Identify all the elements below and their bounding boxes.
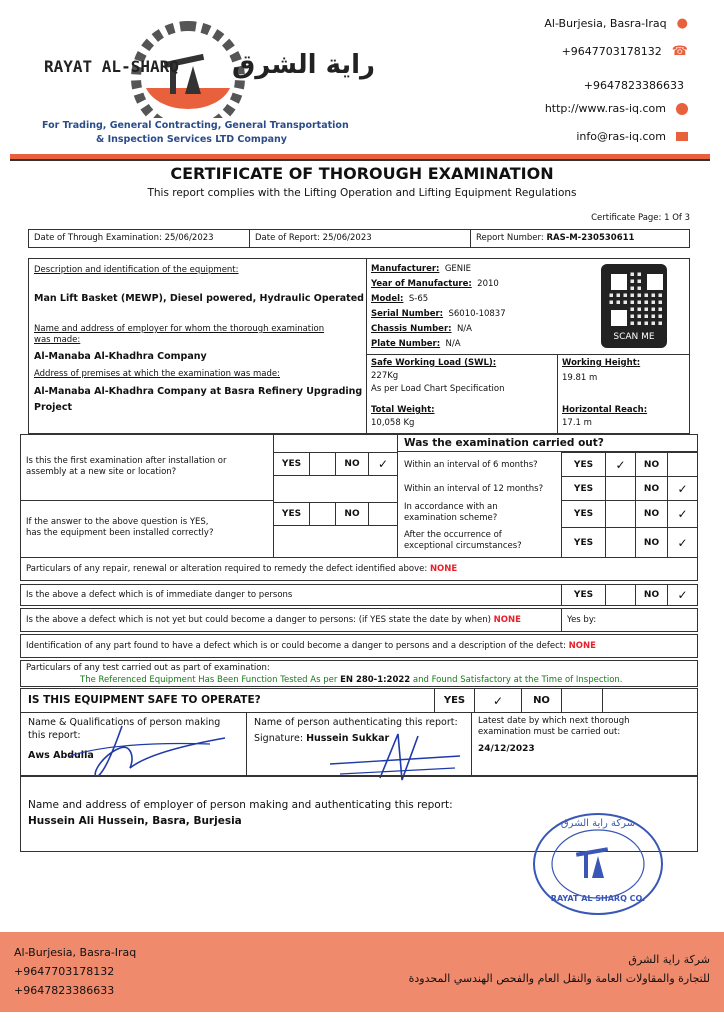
installed-yes-box[interactable]: [309, 502, 336, 526]
maker-label-line-2: this report:: [28, 730, 81, 741]
logo-text-ar: راية الشرق: [232, 50, 376, 80]
interval-6-yes-label: YES: [561, 452, 606, 477]
exceptional-line-2: exceptional circumstances?: [404, 541, 522, 551]
premises-value-2: Project: [34, 402, 73, 413]
footer-phone-2: +9647823386633: [14, 984, 115, 997]
carried-out-title: Was the examination carried out?: [404, 437, 604, 449]
serial-number: [371, 309, 506, 320]
yes-by-label: Yes by:: [567, 615, 597, 625]
safe-yes-label: YES: [434, 688, 475, 713]
safe-no-label: NO: [521, 688, 562, 713]
company-stamp: [532, 812, 664, 916]
certificate-title: CERTIFICATE OF THOROUGH EXAMINATION: [170, 164, 554, 183]
tests-label: Particulars of any test carried out as part of examination:: [26, 663, 270, 673]
identification-text: [26, 641, 596, 652]
swl-value: 227Kg: [371, 371, 399, 381]
year-of-manufacture: [371, 279, 499, 290]
repair-label: Particulars of any repair, renewal or alteration required to remedy the defect identified above:: [26, 564, 428, 574]
chassis-number: [371, 324, 472, 335]
total-weight-label: Total Weight:: [371, 405, 435, 415]
scheme-line-1: In accordance with an: [404, 502, 498, 512]
swl-label: Safe Working Load (SWL):: [371, 358, 497, 368]
safe-no-box[interactable]: [561, 688, 603, 713]
manufacturer-value: GENIE: [444, 264, 472, 274]
contact-phone-1: [562, 44, 688, 59]
working-height-label: Working Height:: [562, 358, 641, 368]
report-number-value: RAS-M-230530611: [546, 233, 635, 243]
interval-12-yes-label: YES: [561, 476, 606, 501]
qr-code[interactable]: [601, 264, 667, 348]
address-text: Al-Burjesia, Basra-Iraq: [544, 17, 667, 30]
first-exam-yes-box[interactable]: [309, 452, 336, 476]
plate-label: Plate Number:: [371, 339, 441, 349]
interval-12-no-check[interactable]: ✓: [667, 476, 698, 501]
future-danger-text: [26, 615, 521, 626]
swl-note: As per Load Chart Specification: [371, 384, 505, 394]
plate-number: [371, 339, 461, 350]
website-link[interactable]: http://www.ras-iq.com: [544, 102, 666, 115]
exceptional-no-check[interactable]: ✓: [667, 527, 698, 558]
certificate-page: Certificate Page: 1 Of 3: [591, 213, 690, 223]
immediate-danger-label: Is the above a defect which is of immediate danger to persons: [26, 590, 293, 600]
exceptional-no-label: NO: [635, 527, 668, 558]
tests-result-pre: The Referenced Equipment Has Been Function Tested As per: [80, 675, 338, 685]
horizontal-reach-value: 17.1 m: [562, 418, 592, 428]
maker-label-line-1: Name & Qualifications of person making: [28, 717, 221, 728]
report-number-label: Report Number:: [476, 233, 544, 243]
safe-to-operate-label: IS THIS EQUIPMENT SAFE TO OPERATE?: [28, 694, 261, 706]
first-exam-no-check[interactable]: ✓: [368, 452, 398, 476]
employer-value: Al-Manaba Al-Khadhra Company: [34, 351, 207, 362]
authenticator-name: Hussein Sukkar: [306, 733, 390, 744]
model: [371, 294, 428, 305]
model-label: Model:: [371, 294, 404, 304]
globe-icon: [676, 103, 688, 115]
contact-address: [544, 16, 688, 31]
identification-label: Identification of any part found to have a defect which is or could become a danger to persons and a description of the defect:: [26, 641, 566, 651]
question-installed-line-2: has the equipment been installed correctly?: [26, 528, 214, 538]
scheme-yes-box[interactable]: [605, 500, 636, 528]
report-maker-name: Aws Abdulla: [28, 750, 94, 761]
immediate-no-check[interactable]: ✓: [667, 584, 698, 606]
equipment-desc-value: Man Lift Basket (MEWP), Diesel powered, Hydraulic Operated: [34, 293, 364, 304]
interval-6-label: Within an interval of 6 months?: [404, 460, 538, 470]
installed-no-box[interactable]: [368, 502, 398, 526]
next-exam-line-1: Latest date by which next thorough: [478, 716, 630, 726]
interval-12-label: Within an interval of 12 months?: [404, 484, 544, 494]
year-label: Year of Manufacture:: [371, 279, 472, 289]
future-danger-label: Is the above a defect which is not yet but could become a danger to persons: (if YES state the date by when): [26, 615, 491, 625]
email-link[interactable]: info@ras-iq.com: [576, 130, 666, 143]
logo-text-en: RAYAT AL-SHARQ: [44, 57, 179, 76]
serial-label: Serial Number:: [371, 309, 444, 319]
scheme-no-label: NO: [635, 500, 668, 528]
tests-result-post: and Found Satisfactory at the Time of Inspection.: [412, 675, 623, 685]
contact-email[interactable]: [576, 130, 688, 143]
scheme-no-check[interactable]: ✓: [667, 500, 698, 528]
question-installed-line-1: If the answer to the above question is YES,: [26, 517, 209, 527]
authenticator-signature-label: Signature:: [254, 733, 304, 744]
total-weight-value: 10,058 Kg: [371, 418, 415, 428]
interval-6-no-label: NO: [635, 452, 668, 477]
immediate-yes-label: YES: [561, 584, 606, 606]
immediate-yes-box[interactable]: [605, 584, 636, 606]
report-number: [476, 233, 634, 244]
exceptional-yes-box[interactable]: [605, 527, 636, 558]
question-first-exam-line-2: assembly at a new site or location?: [26, 467, 177, 477]
equipment-desc-label: Description and identification of the equipment:: [34, 265, 239, 275]
immediate-no-label: NO: [635, 584, 668, 606]
phone-1-text: +9647703178132: [561, 45, 662, 58]
mail-icon: [676, 132, 688, 141]
scheme-line-2: examination scheme?: [404, 513, 498, 523]
chassis-value: N/A: [456, 324, 472, 334]
stamp-text-ar: شركة راية الشرق: [560, 818, 636, 829]
safe-yes-check[interactable]: ✓: [474, 688, 522, 713]
header-rule-dark: [10, 159, 710, 161]
identification-value: NONE: [568, 641, 596, 651]
next-exam-date: 24/12/2023: [478, 744, 535, 754]
future-danger-value: NONE: [493, 615, 521, 625]
serial-value: S6010-10837: [448, 309, 506, 319]
next-exam-label: [478, 716, 630, 738]
contact-website[interactable]: [545, 102, 688, 115]
premises-label: Address of premises at which the examination was made:: [34, 369, 280, 379]
manufacturer-label: Manufacturer:: [371, 264, 440, 274]
installed-no-label: NO: [335, 502, 369, 526]
phone-2-text: +9647823386633: [583, 79, 684, 92]
employer-label-2: was made:: [34, 335, 81, 345]
stamp-text-en: RAYAT AL SHARQ CO.: [550, 894, 646, 903]
footer-arabic-name: شركة راية الشرق: [628, 953, 710, 966]
working-height-value: 19.81 m: [562, 373, 598, 383]
manufacturer: [371, 264, 471, 275]
question-installed-correctly: [26, 517, 213, 539]
exceptional-label: [404, 530, 522, 552]
next-exam-line-2: examination must be carried out:: [478, 727, 621, 737]
certificate-subtitle: This report complies with the Lifting Operation and Lifting Equipment Regulations: [147, 187, 577, 199]
employer-label: Name and address of employer of person making and authenticating this report:: [28, 799, 453, 811]
premises-value-1: Al-Manaba Al-Khadhra Company at Basra Refinery Upgrading: [34, 386, 363, 397]
year-value: 2010: [477, 279, 499, 289]
tagline-line-1: For Trading, General Contracting, General Transportation: [42, 120, 349, 131]
plate-value: N/A: [445, 339, 461, 349]
first-exam-yes-label: YES: [273, 452, 310, 476]
horizontal-reach-label: Horizontal Reach:: [562, 405, 648, 415]
employer-label-1: Name and address of employer for whom the thorough examination: [34, 324, 325, 334]
authenticator-label: Name of person authenticating this report:: [254, 717, 458, 728]
date-of-examination: Date of Through Examination: 25/06/2023: [34, 233, 214, 243]
exceptional-yes-label: YES: [561, 527, 606, 558]
question-first-exam-line-1: Is this the first examination after installation or: [26, 456, 227, 466]
interval-6-yes-check[interactable]: ✓: [605, 452, 636, 477]
location-pin-icon: ●: [676, 16, 688, 31]
employer-name: Hussein Ali Hussein, Basra, Burjesia: [28, 815, 242, 827]
interval-12-no-label: NO: [635, 476, 668, 501]
repair-text: [26, 564, 457, 575]
phone-icon: ☎: [671, 44, 688, 59]
interval-12-yes-box[interactable]: [605, 476, 636, 501]
tests-standard: EN 280-1:2022: [340, 675, 411, 685]
scheme-label: [404, 502, 498, 524]
tests-result: [80, 675, 623, 686]
scheme-yes-label: YES: [561, 500, 606, 528]
first-exam-no-label: NO: [335, 452, 369, 476]
installed-yes-label: YES: [273, 502, 310, 526]
question-first-exam: [26, 456, 227, 478]
model-value: S-65: [408, 294, 429, 304]
footer-phone-1: +9647703178132: [14, 965, 115, 978]
tagline-line-2: & Inspection Services LTD Company: [96, 134, 287, 145]
footer-address: Al-Burjesia, Basra-Iraq: [14, 946, 137, 959]
exceptional-line-1: After the occurrence of: [404, 530, 502, 540]
interval-6-no-box[interactable]: [667, 452, 698, 477]
date-of-report: Date of Report: 25/06/2023: [255, 233, 372, 243]
scan-me-label: SCAN ME: [613, 332, 655, 342]
repair-value: NONE: [429, 564, 458, 574]
footer-arabic-desc: للتجارة والمقاولات العامة والنقل العام والفحص الهندسي المحدودة: [408, 972, 710, 985]
chassis-label: Chassis Number:: [371, 324, 452, 334]
contact-phone-2: [584, 74, 684, 93]
